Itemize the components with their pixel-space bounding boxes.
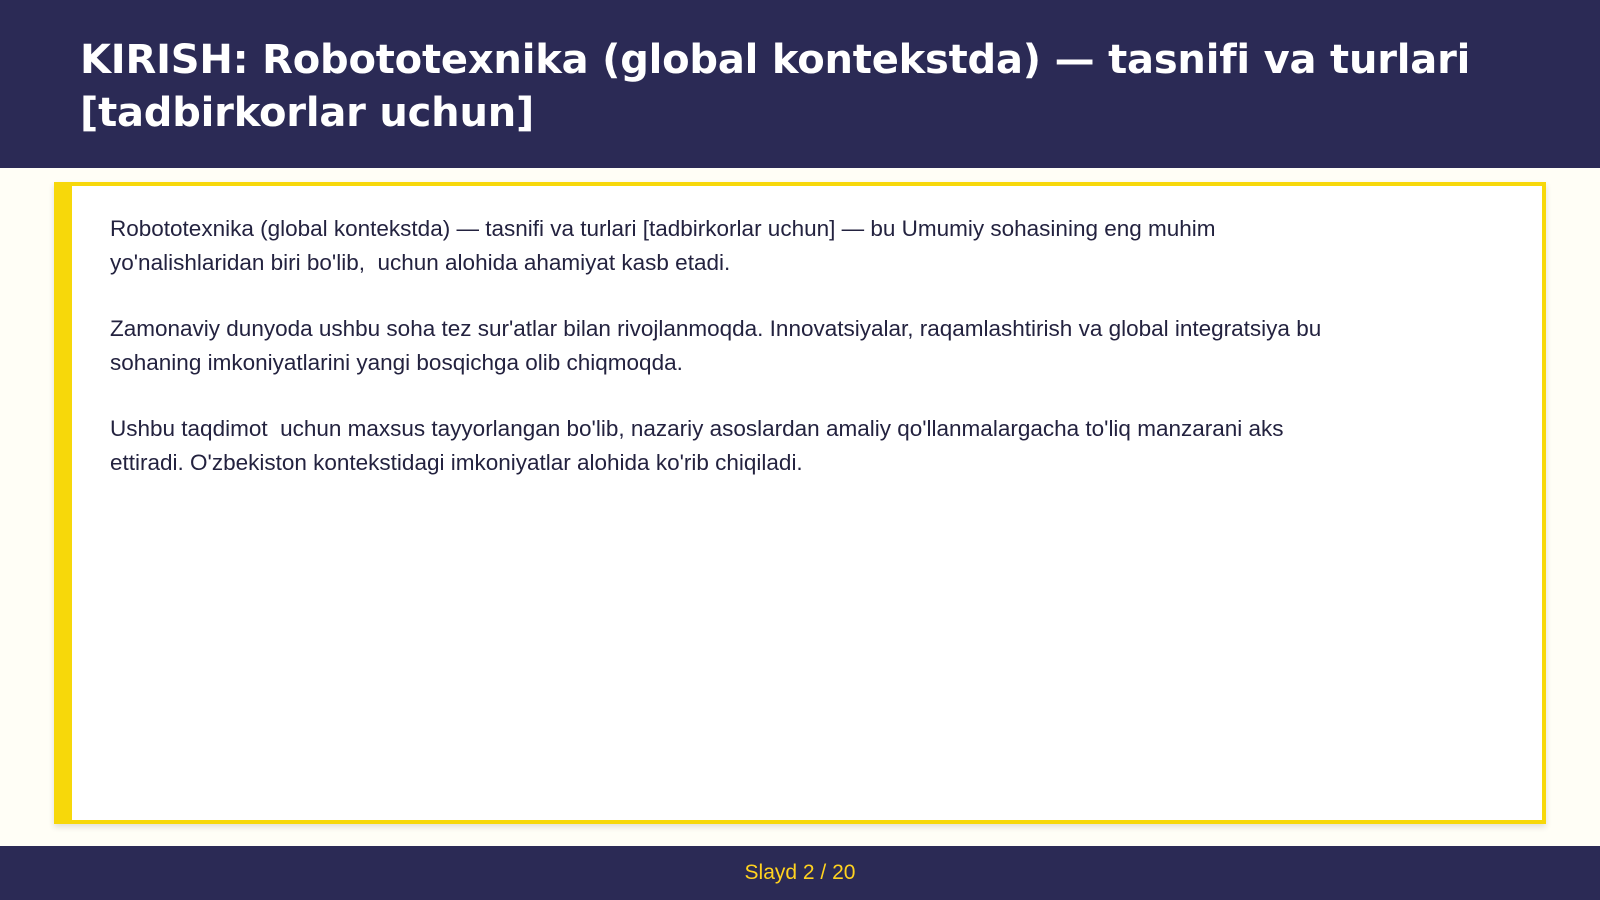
slide-title-line-2: [tadbirkorlar uchun]	[80, 90, 535, 136]
slide-footer	[0, 846, 1600, 900]
intro-paragraph-3: Ushbu taqdimot uchun maxsus tayyorlangan bo'lib, nazariy asoslardan amaliy qo'llanmalargacha to'liq manzarani aks ettiradi. O'zbekiston kontekstidagi imkoniyatlar alohida ko'rib chiqiladi.	[110, 416, 1284, 475]
content-text	[110, 212, 1500, 512]
content-card	[54, 182, 1546, 824]
intro-paragraph-1: Robototexnika (global kontekstda) — tasnifi va turlari [tadbirkorlar uchun] — bu Umumiy sohasining eng muhim yo'nalishlaridan biri bo'lib, uchun alohida ahamiyat kasb etadi.	[110, 216, 1216, 275]
slide-title	[80, 34, 1520, 140]
intro-paragraph-2: Zamonaviy dunyoda ushbu soha tez sur'atlar bilan rivojlanmoqda. Innovatsiyalar, raqamlashtirish va global integratsiya bu sohaning imkoniyatlarini yangi bosqichga olib chiqmoqda.	[110, 316, 1322, 375]
slide-header	[0, 0, 1600, 168]
slide-title-line-1: KIRISH: Robototexnika (global kontekstda) — tasnifi va turlari	[80, 37, 1471, 83]
slide-counter: Slayd 2 / 20	[744, 861, 856, 884]
